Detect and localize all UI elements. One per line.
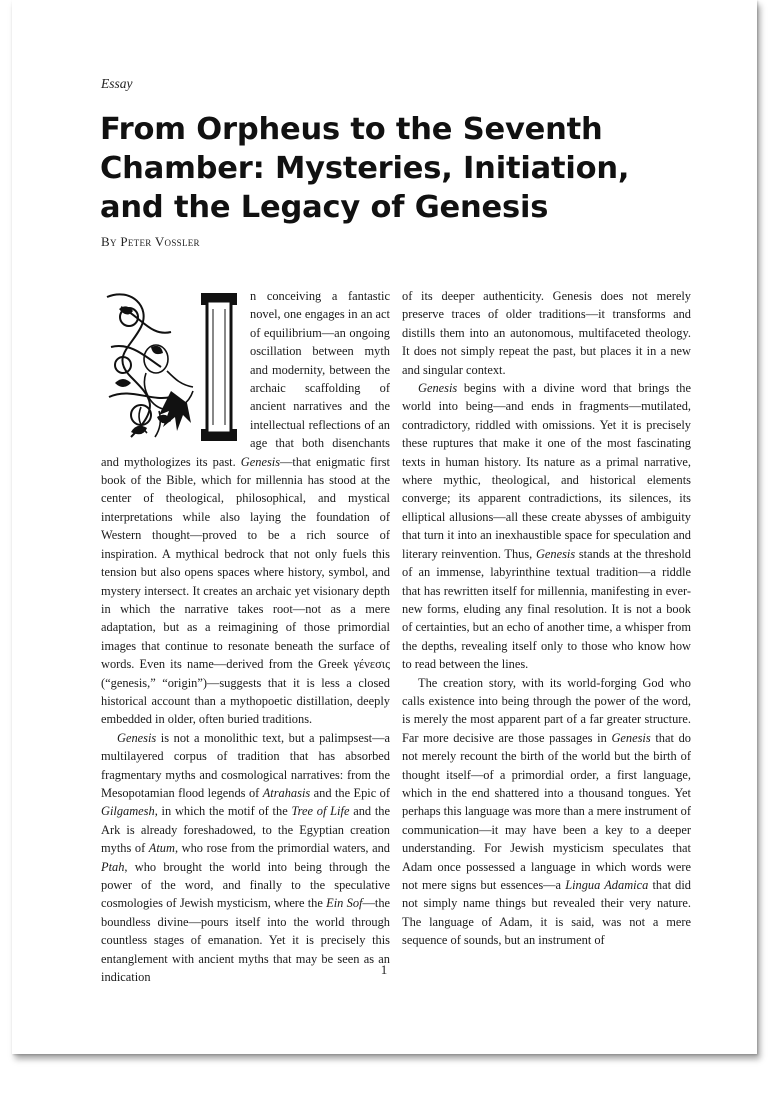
italic-term: Gilgamesh xyxy=(101,804,155,819)
paragraph-text: —that enigmatic first book of the Bible, which for millennia has stood at the center of theological, philosophical, and mystical interpretations while also laying the foundation of Western thought—proved to be a rich source of inspiration. A mythical bedrock that not only fuels this tension but also opens spaces where history, symbol, and mystery intersect. It creates an archaic yet visionary depth in which the narrative takes root—not as a mere adaptation, but as a reimagining of those primordial images that continue to resonate beneath the surface of words. Even its name—derived from the Greek γένεσις (“genesis,” “origin”)—suggests that it is less a closed historical account than a mythopoetic distillation, deeply embedded in older, often buried traditions. xyxy=(101,454,391,727)
italic-term: Atum xyxy=(148,841,175,856)
paragraph-text: , in which the motif of the xyxy=(154,804,292,819)
paragraph-text: The creation story, with its world-forging God who calls existence into being through the power of the word, is merely the most apparent part of a far greater structure. Far more decisive are those passages in xyxy=(402,675,691,745)
paragraph xyxy=(402,379,691,674)
paragraph xyxy=(101,287,390,729)
italic-term: Lingua Adamica xyxy=(565,878,649,892)
paragraph: of its deeper authenticity. Genesis does not merely preserve traces of older traditions—it transforms and distills them into an autonomous, multifaceted theology. It does not simply repeat the past, but places it in a new and singular context. xyxy=(402,289,691,377)
paragraph-text: begins with a divine word that brings the world into being—and ends in fragments—mutilated, contradictory, riddled with omissions. Yet it is precisely these ruptures that make it one of the most fascinating texts in human history. Its nature as a primal narrative, where mythic, theological, and historical elements converge; its apparent contradictions, its silences, its elliptical allusions—all these create abysses of ambiguity that turn it into an inexhaustible space for speculation and literary reinvention. Thus, xyxy=(402,381,691,561)
page-number: 1 xyxy=(380,962,388,977)
paragraph xyxy=(402,674,691,950)
paragraph-text: that did not simply name things but revealed their very nature. The language of Adam, it is said, was not a mere sequence of sounds, but an instrument of xyxy=(402,878,692,948)
section-label: Essay xyxy=(101,76,133,91)
italic-title: Genesis xyxy=(240,454,281,469)
italic-term: Atrahasis xyxy=(262,785,311,800)
left-column xyxy=(101,287,390,986)
paragraph-text: and the Epic of xyxy=(310,785,391,800)
paragraph-text: stands at the threshold of an immense, labyrinthine textual tradition—a riddle that has rewritten itself for millennia, manifesting in ever-new forms, eluding any final resolution. It is not a book of certainties, but an echo of another time, a whisper from the depths, revealing itself only to those who know how to read between the lines. xyxy=(402,546,692,672)
paragraph-text: is not a monolithic text, but a palimpsest—a multilayered corpus of tradition that has absorbed fragmentary myths and cosmological narratives: from the Mesopotamian flood legends of xyxy=(101,730,390,800)
paragraph-text: —the boundless divine—pours itself into the world through countless stages of emanation. Yet it is precisely this entanglement with ancient myths that may be seen as an indication xyxy=(101,896,391,985)
paragraph xyxy=(101,729,390,987)
paragraph-text: , who rose from the primordial waters, and xyxy=(174,841,390,856)
italic-title: Genesis xyxy=(611,730,651,745)
italic-title: Genesis xyxy=(117,730,157,745)
italic-term: Tree of Life xyxy=(291,804,350,819)
right-column xyxy=(402,287,691,950)
article-title: From Orpheus to the Seventh Chamber: Mysteries, Initiation, and the Legacy of Genesis xyxy=(100,112,630,225)
paragraph-text: n conceiving a fantastic novel, one engages in an act of equilibrium—an ongoing oscillation between myth and modernity, between the archaic scaffolding of ancient narratives and the intellectual reflections of an age that both disenchants and mythologizes its past. xyxy=(101,289,390,469)
italic-term: Ptah xyxy=(101,859,125,874)
byline: By Peter Vossler xyxy=(101,234,200,249)
ornamental-dropcap-i xyxy=(101,287,242,447)
italic-title: Genesis xyxy=(535,546,576,561)
paragraph-text: and the Ark is already foreshadowed, to the Egyptian creation myths of xyxy=(101,804,390,856)
italic-term: Ein Sof xyxy=(326,896,363,911)
paragraph-text: that do not merely recount the birth of the world but the birth of thought itself—of a primordial order, a first language, which in the end shattered into a thousand tongues. Yet perhaps this language was more than a mere instrument of communication—it may have been a key to a deeper understanding. For Jewish mysticism speculates that Adam once possessed a language in which words were not mere signs but essences—a xyxy=(402,730,691,892)
paragraph-text: , who brought the world into being through the power of the word, and finally to the speculative cosmologies of Jewish mysticism, where the xyxy=(101,859,390,911)
italic-title: Genesis xyxy=(418,381,458,396)
